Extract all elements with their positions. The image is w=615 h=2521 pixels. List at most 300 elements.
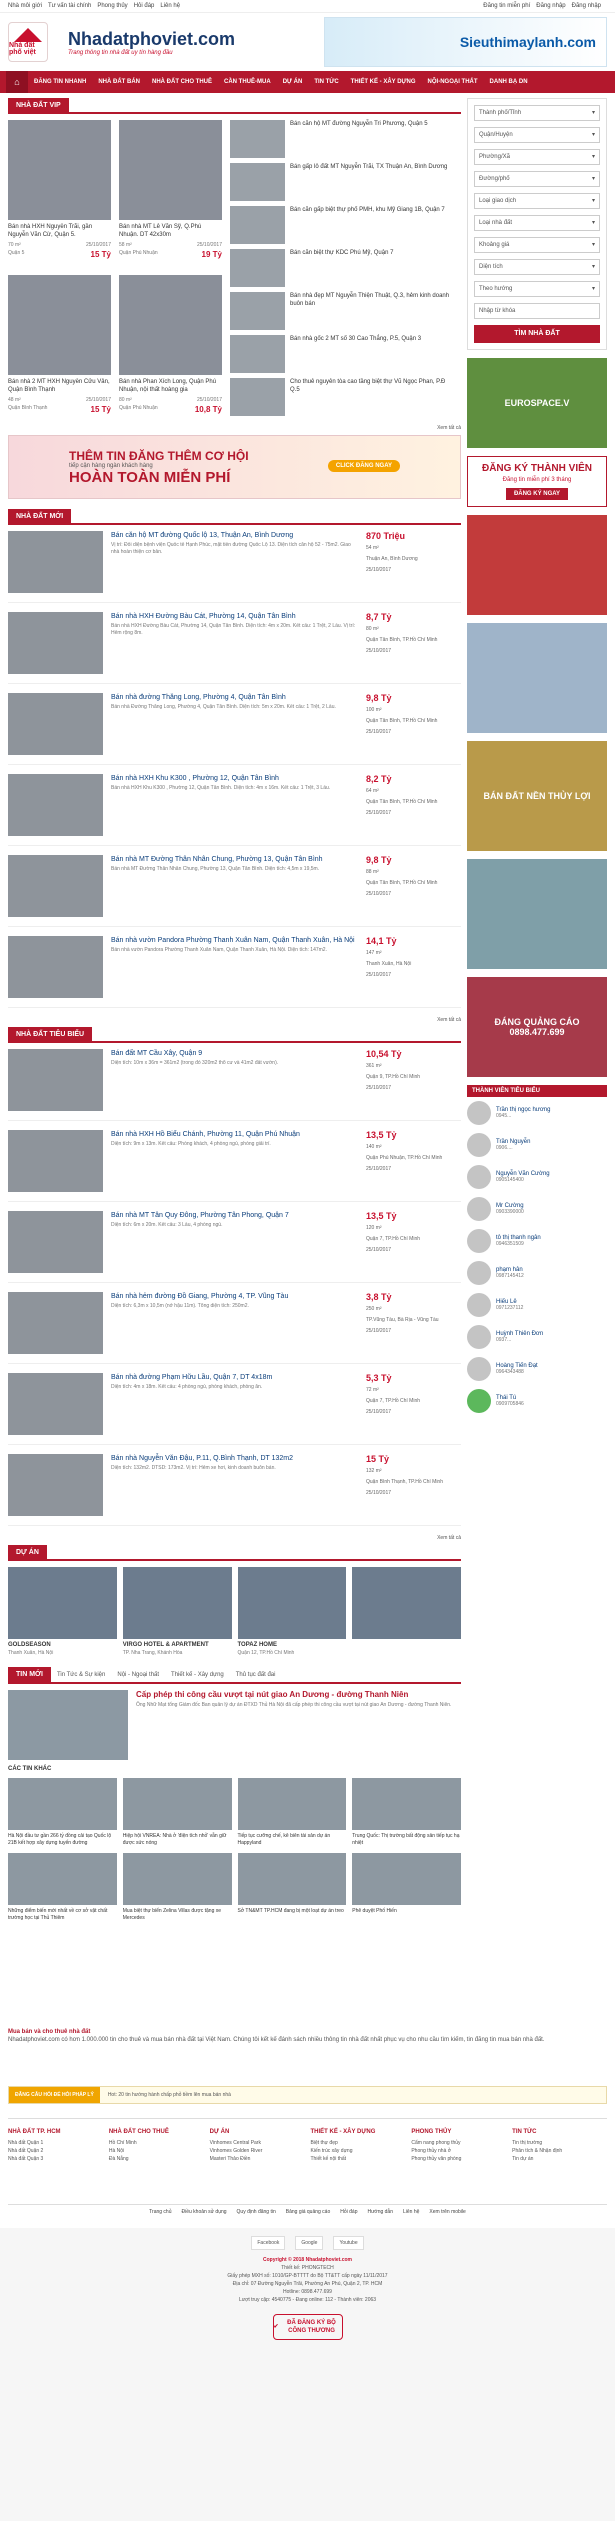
price: 15 Tỷ <box>90 404 111 414</box>
member-phone: 0987145412 <box>496 1273 524 1279</box>
select-street[interactable] <box>474 171 600 187</box>
list-item[interactable] <box>8 1292 461 1364</box>
news-item[interactable] <box>238 1853 347 1922</box>
list-item[interactable] <box>230 335 450 373</box>
listing-side <box>366 1211 461 1277</box>
register-link[interactable]: Đăng nhập <box>571 3 601 9</box>
footer-link[interactable]: Phong thủy nhà ở <box>411 2148 452 2154</box>
project-image[interactable] <box>123 1567 232 1639</box>
member-info <box>496 1299 523 1311</box>
footer-link[interactable]: Nhà đất Quận 2 <box>8 2148 44 2154</box>
news-tab[interactable]: Thủ tục đất đai <box>235 1672 276 1678</box>
list-item[interactable] <box>8 936 461 1008</box>
news-image[interactable] <box>8 1853 117 1905</box>
listing-title[interactable]: Bán nhà HXH Nguyễn Trãi, gần Nguyễn Văn Cừ, Quận 5. <box>8 224 93 238</box>
price: 10,54 Tỷ <box>366 1049 402 1059</box>
select-district[interactable] <box>474 127 600 143</box>
list-item[interactable] <box>230 292 450 330</box>
section-title: NHÀ ĐẤT TIÊU BIỂU <box>8 1027 92 1041</box>
member-name[interactable]: tô thị thanh ngân <box>496 1235 541 1241</box>
vip-card[interactable] <box>119 275 222 422</box>
bct-badge[interactable] <box>273 2314 343 2340</box>
chevron-down-icon: ▾ <box>591 154 595 160</box>
listing-desc: Diện tích: 9m x 13m. Kết cấu: Phòng khách, 4 phòng ngủ, phòng giải trí. <box>111 1141 271 1147</box>
listing-price-row <box>119 250 222 259</box>
location: Quận 7, TP.Hồ Chí Minh <box>366 1236 421 1242</box>
member-name[interactable]: Hiếu Lê <box>496 1299 517 1305</box>
member-item[interactable] <box>467 1257 607 1289</box>
listing-meta <box>8 397 111 403</box>
footer-link[interactable]: Phong thủy văn phòng <box>411 2156 462 2162</box>
listing-thumb[interactable] <box>230 335 285 373</box>
home-icon[interactable]: ⌂ <box>6 71 28 93</box>
footer-nav-link[interactable]: Liên hệ <box>403 2208 420 2215</box>
intro-body: Nhadatphoviet.com có hơn 1.000.000 tin cho thuê và mua bán nhà đất tại Việt Nam. Chúng tôi kết kế đánh sách nhiều thông tin nhà đất nhất phục vụ cho nhu cầu tìm kiếm, tin đăng tin mua bán nhà đất. <box>8 2037 545 2043</box>
header-ad-banner[interactable] <box>324 17 607 67</box>
date: 25/10/2017 <box>366 1490 392 1496</box>
news-tab[interactable]: Thiết kế - Xây dựng <box>171 1672 224 1678</box>
footer-link[interactable]: Nhà đất Quận 1 <box>8 2140 44 2146</box>
member-item[interactable] <box>467 1225 607 1257</box>
promo-button[interactable]: CLICK ĐĂNG NGAY <box>328 460 400 472</box>
listing-body <box>111 855 358 921</box>
list-item[interactable] <box>230 120 450 158</box>
listing-title[interactable]: Bán nhà đường Phạm Hữu Lầu, Quận 7, DT 4x18m <box>111 1374 273 1381</box>
footer-link[interactable]: Vinhomes Central Park <box>209 2140 261 2146</box>
member-name[interactable]: Thái Tú <box>496 1395 517 1401</box>
footer-link[interactable]: Hà Nội <box>108 2148 125 2154</box>
news-image[interactable] <box>123 1778 232 1830</box>
news-image[interactable] <box>8 1778 117 1830</box>
field-label: Diện tích <box>479 264 503 270</box>
news-title[interactable]: Những điểm biến mới nhất về cơ sở vật chất trường học tại Thủ Thiêm <box>8 1908 108 1921</box>
news-title[interactable]: Trung Quốc: Thị trường bất động sản tiếp tục hạ nhiệt <box>352 1833 460 1846</box>
list-item[interactable] <box>8 1049 461 1121</box>
news-tab[interactable]: Nội - Ngoại thất <box>117 1672 160 1678</box>
listing-title[interactable]: Bán căn biệt thự KDC Phú Mỹ, Quận 7 <box>290 250 394 256</box>
footer-link[interactable]: Kiến trúc xây dựng <box>310 2148 353 2154</box>
select-transaction[interactable] <box>474 193 600 209</box>
news-title[interactable]: Tiếp tục cưỡng chế, kê biên tài sản dự án Happyland <box>237 1833 331 1846</box>
footer-link[interactable]: Thiết kế nội thất <box>310 2156 347 2162</box>
news-item[interactable] <box>123 1853 232 1922</box>
news-image[interactable] <box>238 1778 347 1830</box>
news-tab[interactable]: Tin Tức & Sự kiện <box>56 1672 106 1678</box>
facebook-icon[interactable]: Facebook <box>251 2236 285 2250</box>
footer-link[interactable]: Cẩm nang phong thủy <box>411 2140 461 2146</box>
listing-price-row <box>119 405 222 414</box>
project-name[interactable]: TOPAZ HOME <box>237 1642 277 1648</box>
register-box[interactable] <box>467 456 607 507</box>
footer-heading: PHONG THỦY <box>411 2129 452 2135</box>
select-ward[interactable] <box>474 149 600 165</box>
avatar[interactable] <box>467 1133 491 1157</box>
listing-title[interactable]: Bán nhà đẹp MT Nguyễn Thiện Thuật, Q.3, hẻm kinh doanh buôn bán <box>290 293 450 307</box>
price: 9,8 Tỷ <box>366 693 392 703</box>
listing-desc: Bán nhà HXH Khu K300 , Phường 12, Quận Tân Bình. Diện tích: 4m x 16m. Kết cấu: 1 Trệt, 3 Lầu. <box>111 785 331 791</box>
news-title[interactable]: Cấp phép thi công cầu vượt tại nút giao An Dương - đường Thanh Niên <box>136 1690 409 1699</box>
member-item[interactable] <box>467 1097 607 1129</box>
member-name[interactable]: Mr Cường <box>496 1203 524 1209</box>
news-title[interactable]: Hiệp hội VNREA: Nhà ở 'điện tích nhỏ' vẫn giữ được sức nóng <box>122 1833 227 1846</box>
footer-heading: NHÀ ĐẤT CHO THUÊ <box>108 2129 169 2135</box>
footer-link[interactable]: Masteri Thảo Điền <box>209 2156 251 2162</box>
vip-card[interactable] <box>8 120 111 267</box>
site-name[interactable]: Nhadatphoviet.com <box>68 28 236 49</box>
location: TP.Vũng Tàu, Bà Rịa - Vũng Tàu <box>366 1317 439 1323</box>
news-feature[interactable] <box>8 1690 461 1760</box>
project-card[interactable] <box>352 1567 461 1656</box>
member-item[interactable] <box>467 1385 607 1417</box>
avatar[interactable] <box>467 1101 491 1125</box>
register-button[interactable]: ĐĂNG KÝ NGAY <box>506 488 568 500</box>
news-title[interactable]: Mua biệt thự biển Zelina Villas được tặng xe Mercedes <box>122 1908 222 1921</box>
date: 25/10/2017 <box>85 396 111 403</box>
date: 25/10/2017 <box>366 1085 392 1091</box>
nav-item[interactable]: DỰ ÁN <box>282 79 303 85</box>
listing-body <box>111 531 358 597</box>
listing-image[interactable] <box>8 275 111 375</box>
list-item[interactable] <box>8 1211 461 1283</box>
top-link[interactable]: Liên hệ <box>160 3 181 9</box>
footer-link[interactable]: Phân tích & Nhận định <box>512 2148 563 2154</box>
nav-item[interactable]: ĐĂNG TIN NHANH <box>34 79 87 85</box>
avatar[interactable] <box>467 1261 491 1285</box>
location: Quận Bình Thạnh, TP.Hồ Chí Minh <box>366 1479 443 1485</box>
listing-thumb[interactable] <box>230 249 285 287</box>
list-item[interactable] <box>230 378 450 416</box>
listing-thumb[interactable] <box>8 1130 103 1192</box>
avatar[interactable] <box>467 1389 491 1413</box>
listing-thumb[interactable] <box>8 531 103 593</box>
listing-meta <box>119 242 222 248</box>
site-logo[interactable] <box>8 22 48 62</box>
member-phone: 0964343488 <box>496 1369 524 1375</box>
date: 25/10/2017 <box>196 396 222 403</box>
select-property-type[interactable] <box>474 215 600 231</box>
top-link[interactable]: Nhà môi giới <box>8 3 42 9</box>
keyword-input[interactable] <box>474 303 600 319</box>
footer-nav-link[interactable]: Xem trên mobile <box>429 2208 466 2215</box>
member-item[interactable] <box>467 1129 607 1161</box>
listing-title[interactable]: Bán nhà MT Lê Văn Sỹ, Q.Phú Nhuận. DT 42x30m <box>119 224 202 238</box>
ad-banner[interactable] <box>467 977 607 1077</box>
list-item[interactable] <box>8 612 461 684</box>
list-item[interactable] <box>230 206 450 244</box>
listing-thumb[interactable] <box>230 292 285 330</box>
project-name[interactable]: VIRGO HOTEL & APARTMENT <box>122 1642 209 1648</box>
footer-nav-link[interactable]: Bảng giá quảng cáo <box>285 2208 331 2215</box>
ad-text: EUROSPACE.V <box>504 398 570 408</box>
listing-title[interactable]: Bán đất MT Cầu Xây, Quận 9 <box>111 1050 203 1057</box>
list-item[interactable] <box>8 1454 461 1526</box>
footer-link[interactable]: Nhà đất Quận 3 <box>8 2156 44 2162</box>
member-name[interactable]: Trần Nguyễn <box>496 1139 531 1145</box>
listing-desc: Bán nhà HXH Đường Bàu Cát, Phường 14, Quận Tân Bình. Diện tích: 4m x 20m. Kết cấu: 1 Trệt, 2 Lầu. Vị trí: Hẻm rộng 8m. <box>111 623 356 636</box>
member-info <box>496 1395 524 1407</box>
listing-thumb[interactable] <box>230 206 285 244</box>
field-label: Khoảng giá <box>479 242 510 248</box>
location: Quận Bình Thạnh <box>8 404 48 411</box>
footer-heading: NHÀ ĐẤT TP. HCM <box>8 2129 61 2135</box>
area: 140 m² <box>366 1144 382 1150</box>
list-item[interactable] <box>230 163 450 201</box>
youtube-icon[interactable]: Youtube <box>333 2236 363 2250</box>
listing-title[interactable]: Bán nhà HXH Hồ Biểu Chánh, Phường 11, Quận Phú Nhuận <box>111 1131 300 1138</box>
news-image[interactable] <box>352 1778 461 1830</box>
google-icon[interactable]: Google <box>295 2236 323 2250</box>
chevron-down-icon: ▾ <box>591 242 595 248</box>
listing-image[interactable] <box>8 120 111 220</box>
footer-columns <box>8 2118 607 2163</box>
member-item[interactable] <box>467 1321 607 1353</box>
project-card[interactable] <box>8 1567 117 1656</box>
select-direction[interactable] <box>474 281 600 297</box>
listing-body <box>111 936 358 1002</box>
listing-desc: Diện tích: 132m2. DTSD: 173m2. Vị trí: Hẻm xe hơi, kinh doanh buôn bán. <box>111 1465 276 1471</box>
ad-banner[interactable] <box>467 515 607 615</box>
list-item[interactable] <box>8 693 461 765</box>
listing-thumb[interactable] <box>8 1211 103 1273</box>
listing-desc: Bán nhà MT Đường Thân Nhân Chung, Phường 13, Quận Tân Bình. Diện tích: 4,5m x 19,5m. <box>111 866 320 872</box>
listing-body <box>111 1211 358 1277</box>
notice-button[interactable]: ĐĂNG CÂU HỎI ĐỂ HỎI PHÁP LÝ <box>9 2087 100 2103</box>
listing-thumb[interactable] <box>8 855 103 917</box>
news-image[interactable] <box>238 1853 347 1905</box>
nav-item[interactable]: CẦN THUÊ-MUA <box>224 79 271 85</box>
post-free-link[interactable]: Đăng tin miễn phí <box>483 3 531 9</box>
area: 64 m² <box>366 788 379 794</box>
notice-text[interactable]: Hot: 20 tin hướng hành chấp phỏ tiềm lên mua bán nhà <box>107 2092 231 2098</box>
list-item[interactable] <box>8 774 461 846</box>
footer-nav-link[interactable]: Hỏi đáp <box>340 2208 358 2215</box>
location: Quận Tân Bình, TP.Hồ Chí Minh <box>366 637 438 643</box>
login-link[interactable]: Đăng nhập <box>536 3 566 9</box>
select-price[interactable] <box>474 237 600 253</box>
list-item[interactable] <box>8 1130 461 1202</box>
top-link[interactable]: Tư vấn tài chính <box>47 3 92 9</box>
location: Quận 7, TP.Hồ Chí Minh <box>366 1398 421 1404</box>
listing-thumb[interactable] <box>8 1373 103 1435</box>
listing-title[interactable]: Bán nhà 2 MT HXH Nguyễn Cửu Vân, Quận Bình Thạnh <box>8 378 110 393</box>
other-news-label: CÁC TIN KHÁC <box>8 1766 52 1772</box>
listing-title[interactable]: Bán căn hộ MT đường Quốc lộ 13, Thuận An, Bình Dương <box>111 532 294 539</box>
listing-title[interactable]: Bán căn hộ MT đường Nguyễn Tri Phương, Quận 5 <box>290 121 428 127</box>
listing-title[interactable]: Bán nhà đường Thăng Long, Phường 4, Quận Tân Bình <box>111 694 286 701</box>
avatar[interactable] <box>467 1197 491 1221</box>
listing-image[interactable] <box>119 275 222 375</box>
listing-title[interactable]: Bán nhà MT Đường Thân Nhân Chung, Phường 13, Quận Tân Bình <box>111 856 323 863</box>
listing-desc: Bán nhà Đường Thăng Long, Phường 4, Quận Tân Bình. Diện tích: 5m x 20m. Kết cấu: 1 Trệt, 2 Lầu. <box>111 704 336 710</box>
footer-nav-link[interactable]: Quy định đăng tin <box>236 2208 276 2215</box>
footer-col <box>512 2129 607 2163</box>
project-image[interactable] <box>352 1567 461 1639</box>
price: 10,8 Tỷ <box>194 404 222 414</box>
listing-desc: Diện tích: 4m x 18m. Kết cấu: 4 phòng ngủ, phòng khách, phòng ăn. <box>111 1384 263 1390</box>
footer-link[interactable]: Đà Nẵng <box>108 2156 129 2162</box>
listing-thumb[interactable] <box>230 163 285 201</box>
listing-price-row <box>8 250 111 259</box>
select-city[interactable] <box>474 105 600 121</box>
member-name[interactable]: Trần thị ngọc hương <box>496 1107 551 1113</box>
listing-title[interactable]: Bán nhà HXH Khu K300 , Phường 12, Quận Tân Bình <box>111 775 279 782</box>
news-image[interactable] <box>8 1690 128 1760</box>
search-form <box>467 98 607 350</box>
listing-title[interactable]: Bán gấp lô đất MT Nguyễn Trãi, TX Thuận An, Bình Dương <box>290 164 448 170</box>
brand <box>68 29 235 56</box>
member-info <box>496 1139 530 1151</box>
search-button[interactable]: TÌM NHÀ ĐẤT <box>474 325 600 343</box>
footer-link[interactable]: Tin dự án <box>512 2156 534 2162</box>
footer-col <box>109 2129 204 2163</box>
member-info <box>496 1267 524 1279</box>
date: 25/10/2017 <box>366 1166 392 1172</box>
news-image[interactable] <box>123 1853 232 1905</box>
footer-link[interactable]: Hồ Chí Minh <box>108 2140 137 2146</box>
vip-grid <box>8 120 461 421</box>
nav-item[interactable]: NHÀ ĐẤT CHO THUÊ <box>152 79 213 85</box>
project-image[interactable] <box>238 1567 347 1639</box>
listing-thumb[interactable] <box>8 1454 103 1516</box>
avatar[interactable] <box>467 1357 491 1381</box>
news-item[interactable] <box>352 1778 461 1847</box>
register-subtitle: Đăng tin miễn phí 3 tháng <box>502 477 572 483</box>
nav-item[interactable]: DANH BẠ DN <box>489 79 528 85</box>
ad-banner[interactable] <box>467 741 607 851</box>
member-name[interactable]: Nguyễn Văn Cường <box>496 1171 550 1177</box>
news-item[interactable] <box>238 1778 347 1847</box>
ad-banner[interactable] <box>467 358 607 448</box>
member-item[interactable] <box>467 1289 607 1321</box>
news-image[interactable] <box>352 1853 461 1905</box>
list-item[interactable] <box>8 855 461 927</box>
listing-side <box>366 855 461 921</box>
listing-title[interactable]: Bán căn gấp biệt thự phố PMH, khu Mỹ Giang 1B, Quận 7 <box>290 207 445 213</box>
price: 8,2 Tỷ <box>366 774 392 784</box>
nav-item[interactable]: NHÀ ĐẤT BÁN <box>98 79 141 85</box>
footer-link[interactable]: Biệt thự đẹp <box>310 2140 338 2146</box>
listing-thumb[interactable] <box>8 693 103 755</box>
listing-image[interactable] <box>119 120 222 220</box>
listing-title[interactable]: Bán nhà HXH Đường Bàu Cát, Phường 14, Quận Tân Bình <box>111 613 296 620</box>
project-name[interactable]: GOLDSEASON <box>8 1642 51 1648</box>
nav-item[interactable]: TIN TỨC <box>314 79 339 85</box>
view-all-link[interactable]: Xem tất cả <box>437 1017 461 1023</box>
avatar[interactable] <box>467 1165 491 1189</box>
chevron-down-icon: ▾ <box>591 286 595 292</box>
footer-nav-link[interactable]: Điều khoản sử dụng <box>181 2208 227 2215</box>
ad-banner[interactable] <box>467 623 607 733</box>
listing-title[interactable]: Bán nhà vườn Pandora Phường Thanh Xuân Nam, Quận Thanh Xuân, Hà Nội <box>111 937 355 944</box>
member-item[interactable] <box>467 1353 607 1385</box>
avatar[interactable] <box>467 1293 491 1317</box>
project-image[interactable] <box>8 1567 117 1639</box>
listing-thumb[interactable] <box>230 120 285 158</box>
listing-title[interactable]: Bán nhà MT Tân Quy Đông, Phường Tân Phong, Quận 7 <box>111 1212 289 1219</box>
location: Quận Tân Bình, TP.Hồ Chí Minh <box>366 880 438 886</box>
avatar[interactable] <box>467 1229 491 1253</box>
footer-link[interactable]: Vinhomes Golden River <box>209 2148 263 2154</box>
field-label: Phường/Xã <box>479 154 510 160</box>
listing-title[interactable]: Bán nhà hẻm đường Đồ Giang, Phường 4, TP. Vũng Tàu <box>111 1293 289 1300</box>
section-title: NHÀ ĐẤT VIP <box>8 98 69 112</box>
list-item[interactable] <box>8 531 461 603</box>
vip-card[interactable] <box>8 275 111 422</box>
area: 250 m² <box>366 1306 382 1312</box>
nav-item[interactable]: THIẾT KẾ - XÂY DỰNG <box>350 79 416 85</box>
top-link[interactable]: Phong thủy <box>97 3 128 9</box>
listing-thumb[interactable] <box>8 1049 103 1111</box>
news-desc: Ông Nhữ Mạt tổng Giám đốc Ban quản lý dự án ĐTXD Thủ Hà Nội đã cấp phép thi công cầu vượt tại nút giao An Dương - đường Thanh Niên. <box>136 1702 452 1708</box>
location: Quận Tân Bình, TP.Hồ Chí Minh <box>366 718 438 724</box>
area: 361 m² <box>366 1063 382 1069</box>
news-item[interactable] <box>8 1778 117 1847</box>
footer-link[interactable]: Tin thị trường <box>512 2140 543 2146</box>
news-title[interactable]: Hà Nội đầu tư gần 266 tỷ đồng cải tạo Quốc lộ 21B kết hợp xây dựng tuyến đường <box>8 1833 112 1846</box>
avatar[interactable] <box>467 1325 491 1349</box>
listing-thumb[interactable] <box>8 774 103 836</box>
nav-item[interactable]: NỘI-NGOẠI THẤT <box>427 79 478 85</box>
ad-banner[interactable] <box>467 859 607 969</box>
listing-title[interactable]: Bán nhà Nguyễn Văn Đậu, P.11, Q.Bình Thạnh, DT 132m2 <box>111 1455 293 1462</box>
listing-title[interactable]: Bán nhà gốc 2 MT số 30 Cao Thắng, P.5, Quận 3 <box>290 336 422 342</box>
project-card[interactable] <box>123 1567 232 1656</box>
area: 132 m² <box>366 1468 382 1474</box>
field-label: Theo hướng <box>479 286 513 292</box>
listing-title[interactable]: Bán nhà Phan Xích Long, Quận Phú Nhuận, nội thất hoàng gia <box>119 378 217 393</box>
view-all-link[interactable]: Xem tất cả <box>437 1535 461 1541</box>
vip-card[interactable] <box>119 120 222 267</box>
member-item[interactable] <box>467 1193 607 1225</box>
member-name[interactable]: Huỳnh Thiên Đơn <box>496 1331 544 1337</box>
view-all-link[interactable]: Xem tất cả <box>437 425 461 431</box>
news-item[interactable] <box>352 1853 461 1922</box>
listing-thumb[interactable] <box>230 378 285 416</box>
tagline: Trang thông tin nhà đất uy tín hàng đầu <box>68 49 173 56</box>
list-item[interactable] <box>8 1373 461 1445</box>
ad-phone: 0898.477.699 <box>509 1027 565 1037</box>
news-item[interactable] <box>8 1853 117 1922</box>
member-name[interactable]: Hoàng Tiến Đạt <box>496 1363 538 1369</box>
listing-title[interactable]: Cho thuê nguyên tòa cao tầng biệt thự Vũ Ngọc Phan, P.Đ Q.5 <box>290 379 446 393</box>
hotline: Hotline: 0898.477.699 <box>283 2289 332 2295</box>
footer-heading: THIẾT KẾ - XÂY DỰNG <box>310 2129 376 2135</box>
news-title[interactable]: Sở TN&MT TP.HCM đang bị một loạt dự án treo <box>237 1908 344 1914</box>
news-body <box>136 1690 451 1760</box>
list-item[interactable] <box>230 249 450 287</box>
promo-line: tiếp cận hàng ngàn khách hàng <box>69 462 153 469</box>
area: 48 m² <box>8 396 21 403</box>
section-title: TIN MỚI <box>8 1667 51 1683</box>
footer-nav-link[interactable]: Trang chủ <box>149 2208 172 2215</box>
listing-thumb[interactable] <box>8 612 103 674</box>
listing-body <box>111 1454 358 1520</box>
news-title[interactable]: Phê duyệt Phố Hiến <box>352 1908 397 1914</box>
listing-thumb[interactable] <box>8 936 103 998</box>
member-item[interactable] <box>467 1161 607 1193</box>
sidebar <box>467 98 607 1417</box>
news-item[interactable] <box>123 1778 232 1847</box>
location: Quận Phú Nhuận <box>119 250 158 256</box>
member-name[interactable]: phạm hân <box>496 1267 523 1273</box>
top-link[interactable]: Hỏi đáp <box>133 3 155 9</box>
footer-nav-link[interactable]: Hướng dẫn <box>367 2208 393 2215</box>
promo-banner[interactable] <box>8 435 461 499</box>
project-card[interactable] <box>238 1567 347 1656</box>
select-area[interactable] <box>474 259 600 275</box>
top-links <box>8 3 186 9</box>
listing-thumb[interactable] <box>8 1292 103 1354</box>
